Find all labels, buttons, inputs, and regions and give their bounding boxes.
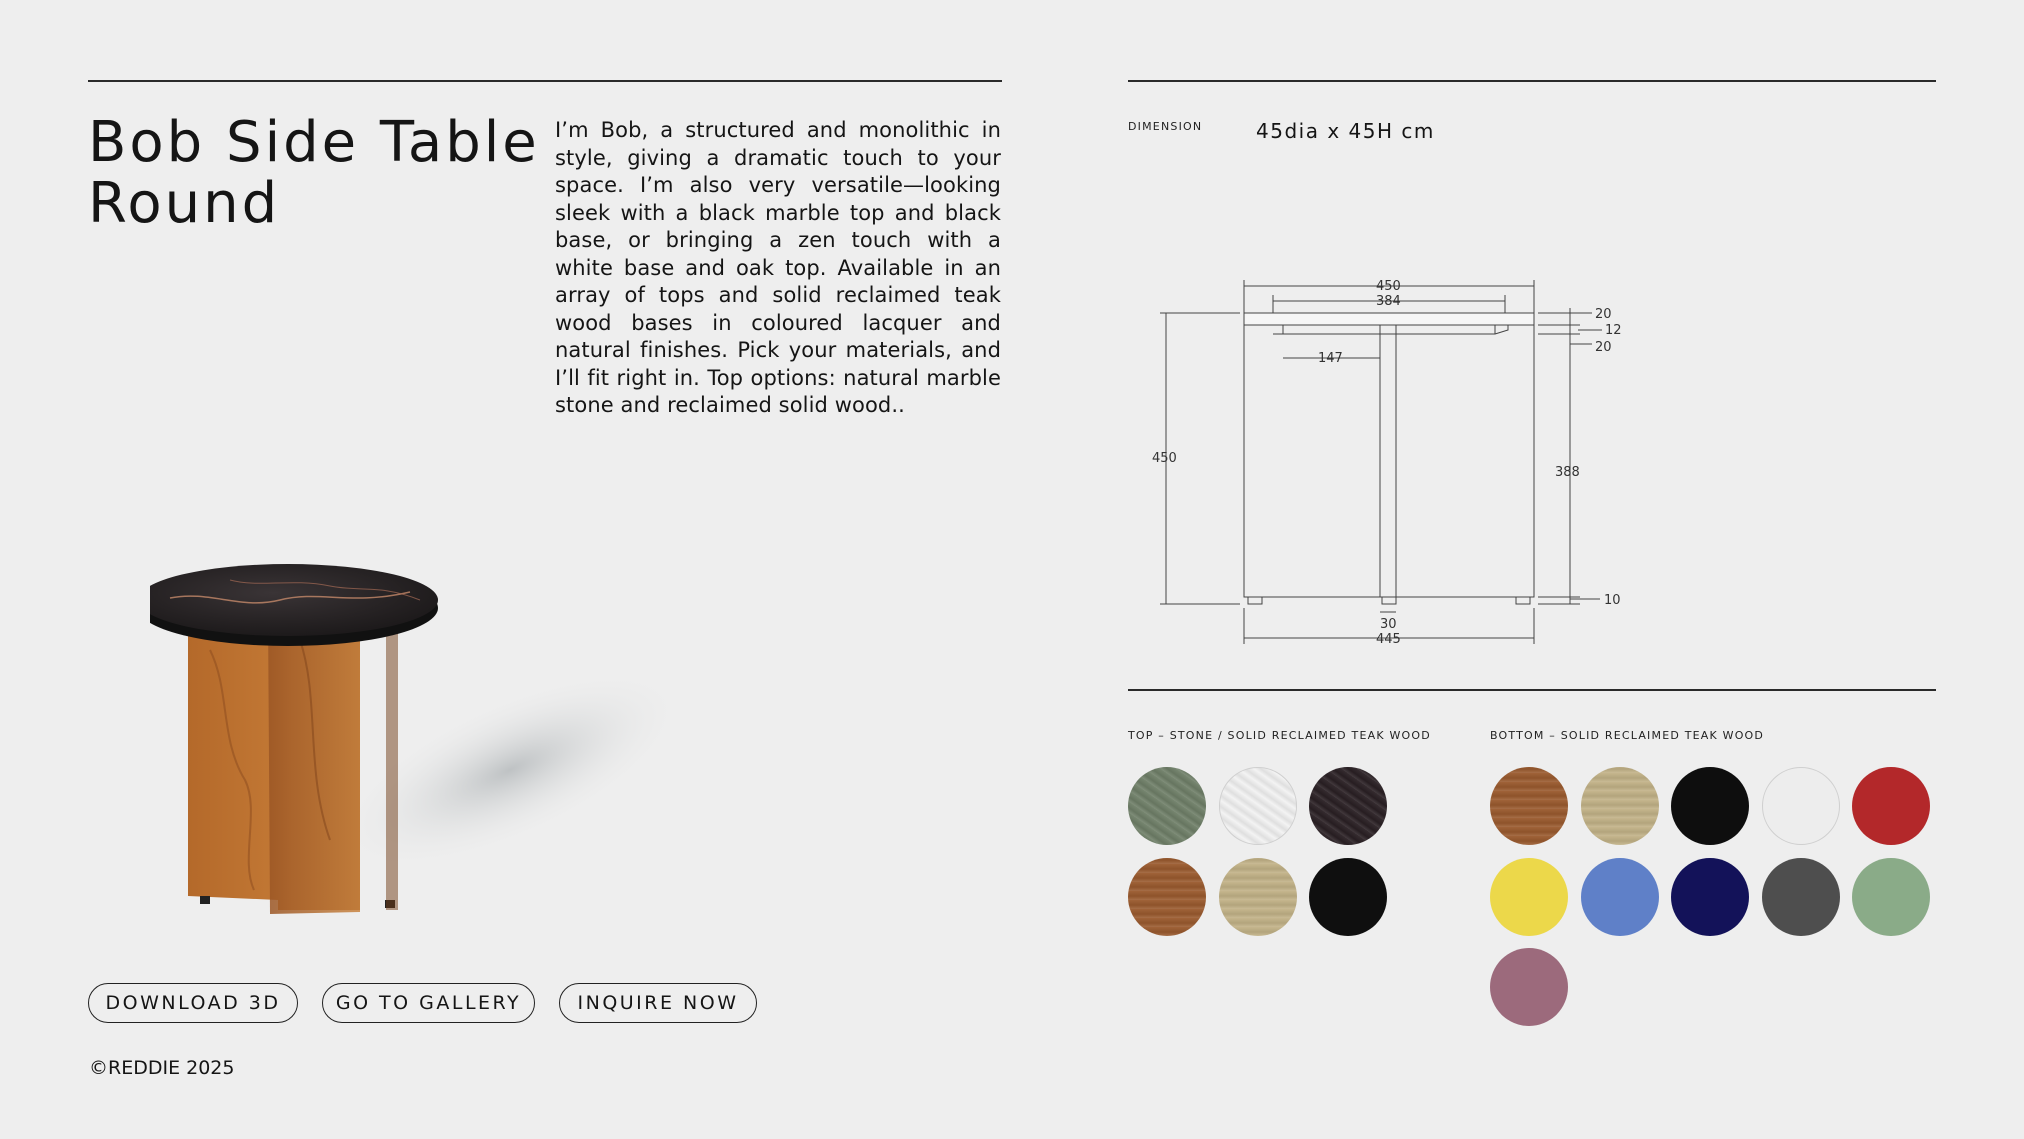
drawing-label-foot: 10	[1604, 593, 1621, 608]
top-swatch-white-marble[interactable]	[1219, 767, 1297, 845]
bottom-swatch-oak-wood[interactable]	[1581, 767, 1659, 845]
technical-drawing	[1140, 268, 1640, 658]
drawing-label-thick-1: 20	[1595, 307, 1612, 322]
bottom-swatch-yellow[interactable]	[1490, 858, 1568, 936]
bottom-swatch-mauve[interactable]	[1490, 948, 1568, 1026]
product-title-line-1: Bob Side Table	[88, 110, 540, 175]
drawing-label-height-total: 450	[1152, 451, 1177, 466]
product-image	[150, 540, 790, 930]
top-swatch-teak-wood[interactable]	[1128, 858, 1206, 936]
drawing-foot-center	[1382, 597, 1396, 604]
bottom-swatch-navy[interactable]	[1671, 858, 1749, 936]
top-rule-left	[88, 80, 1002, 82]
drawing-foot-left	[1248, 597, 1262, 604]
download-3d-button[interactable]: DOWNLOAD 3D	[88, 983, 298, 1023]
bottom-swatch-black[interactable]	[1671, 767, 1749, 845]
inquire-now-button[interactable]: INQUIRE NOW	[559, 983, 757, 1023]
bottom-swatch-red[interactable]	[1852, 767, 1930, 845]
top-rule-right	[1128, 80, 1936, 82]
drawing-label-top-inner: 384	[1376, 294, 1401, 309]
bottom-swatch-sage-green[interactable]	[1852, 858, 1930, 936]
middle-rule-right	[1128, 689, 1936, 691]
drawing-center-leg	[1380, 325, 1396, 597]
top-swatch-black[interactable]	[1309, 858, 1387, 936]
product-description: I’m Bob, a structured and monolithic in style, giving a dramatic touch to your space. I’m also very versatile—looking sleek with a black marble top and black base, or bringing a zen touch with a white base and oak top. Available in an array of tops and solid reclaimed teak wood bases in coloured lacquer and natural finishes. Pick your materials, and I’ll fit right in. Top options: natural marble stone and reclaimed solid wood..	[555, 118, 1001, 417]
top-swatch-green-marble[interactable]	[1128, 767, 1206, 845]
bottom-swatch-dark-grey[interactable]	[1762, 858, 1840, 936]
bottom-options-label: BOTTOM – SOLID RECLAIMED TEAK WOOD	[1490, 729, 1765, 742]
drawing-label-height-leg: 388	[1555, 465, 1580, 480]
dimension-label: DIMENSION	[1128, 120, 1203, 133]
drawing-label-inner-ring: 147	[1318, 351, 1343, 366]
top-options-label: TOP – STONE / SOLID RECLAIMED TEAK WOOD	[1128, 729, 1431, 742]
drawing-inner-ring	[1273, 325, 1508, 334]
bottom-swatch-white[interactable]	[1762, 767, 1840, 845]
drawing-label-top-outer: 450	[1376, 279, 1401, 294]
top-swatch-oak-wood[interactable]	[1219, 858, 1297, 936]
drawing-tabletop	[1244, 313, 1534, 325]
top-swatch-black-red-marble[interactable]	[1309, 767, 1387, 845]
drawing-label-thick-3: 20	[1595, 340, 1612, 355]
copyright-text: ©REDDIE 2025	[89, 1057, 235, 1079]
go-to-gallery-button[interactable]: GO TO GALLERY	[322, 983, 535, 1023]
bottom-swatch-teak-wood[interactable]	[1490, 767, 1568, 845]
drawing-foot-right	[1516, 597, 1530, 604]
dimension-value: 45dia x 45H cm	[1256, 119, 1435, 143]
product-title	[88, 112, 540, 234]
drawing-label-thick-2: 12	[1605, 323, 1622, 338]
drawing-label-leg-width: 30	[1380, 617, 1397, 632]
drawing-base	[1244, 325, 1534, 597]
drawing-label-base-width: 445	[1376, 632, 1401, 647]
bottom-swatch-blue[interactable]	[1581, 858, 1659, 936]
product-title-line-2: Round	[88, 171, 281, 236]
